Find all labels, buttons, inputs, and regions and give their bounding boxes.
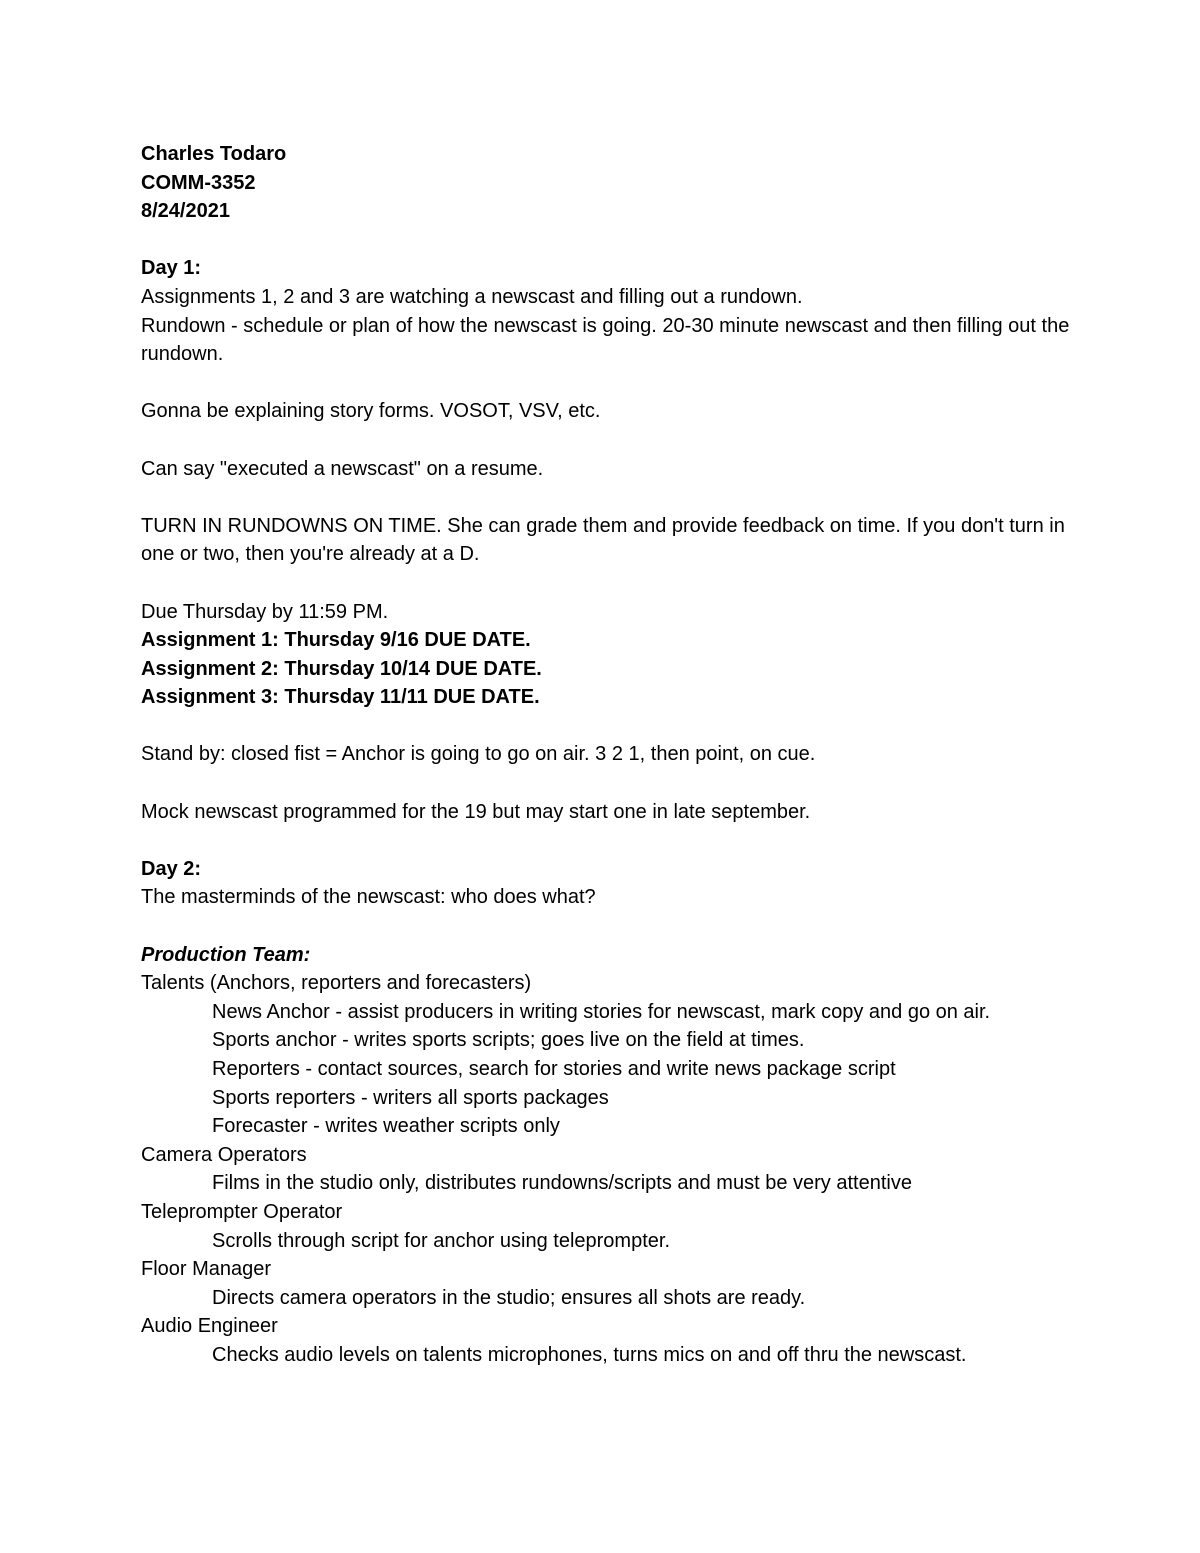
day1-heading: Day 1: xyxy=(141,257,202,280)
document-body xyxy=(141,140,1101,1370)
day1-paragraph: TURN IN RUNDOWNS ON TIME. She can grade them and provide feedback on time. If you don't turn in one or two, then you're already at a D. xyxy=(141,514,1071,566)
day1-paragraph: Can say "executed a newscast" on a resume. xyxy=(141,457,544,480)
course-code: COMM-3352 xyxy=(141,171,256,194)
day1-paragraph: Gonna be explaining story forms. VOSOT, VSV, etc. xyxy=(141,400,601,423)
day2-heading: Day 2: xyxy=(141,857,202,880)
spacer xyxy=(141,769,1101,798)
assignment-due-date: Assignment 2: Thursday 10/14 DUE DATE. xyxy=(141,657,542,680)
spacer xyxy=(141,426,1101,455)
role-item: Scrolls through script for anchor using teleprompter. xyxy=(212,1229,670,1252)
role-title: Camera Operators xyxy=(141,1143,307,1166)
day2-intro: The masterminds of the newscast: who does what? xyxy=(141,886,596,909)
spacer xyxy=(141,483,1101,512)
document-date: 8/24/2021 xyxy=(141,200,230,223)
role-title: Floor Manager xyxy=(141,1258,272,1281)
role-title: Talents (Anchors, reporters and forecasters) xyxy=(141,972,532,995)
role-item: Sports anchor - writes sports scripts; goes live on the field at times. xyxy=(212,1029,805,1052)
mock-newscast-note: Mock newscast programmed for the 19 but may start one in late september. xyxy=(141,800,811,823)
role-title: Teleprompter Operator xyxy=(141,1200,343,1223)
day1-paragraph: Rundown - schedule or plan of how the newscast is going. 20-30 minute newscast and then filling out the rundown. xyxy=(141,314,1075,366)
role-item: Checks audio levels on talents microphones, turns mics on and off thru the newscast. xyxy=(212,1343,967,1366)
role-item: Directs camera operators in the studio; ensures all shots are ready. xyxy=(212,1286,806,1309)
role-title: Audio Engineer xyxy=(141,1315,278,1338)
spacer xyxy=(141,369,1101,398)
role-item: Films in the studio only, distributes rundowns/scripts and must be very attentive xyxy=(212,1172,912,1195)
production-team-heading: Production Team: xyxy=(141,943,311,966)
spacer xyxy=(141,226,1101,255)
role-item: Forecaster - writes weather scripts only xyxy=(212,1115,560,1138)
spacer xyxy=(141,912,1101,941)
spacer xyxy=(141,826,1101,855)
role-item: Sports reporters - writers all sports packages xyxy=(212,1086,609,1109)
day1-paragraph: Assignments 1, 2 and 3 are watching a newscast and filling out a rundown. xyxy=(141,285,803,308)
spacer xyxy=(141,712,1101,741)
author-name: Charles Todaro xyxy=(141,143,287,165)
role-item: Reporters - contact sources, search for stories and write news package script xyxy=(212,1058,896,1080)
standby-note: Stand by: closed fist = Anchor is going to go on air. 3 2 1, then point, on cue. xyxy=(141,743,816,766)
spacer xyxy=(141,569,1101,598)
due-note: Due Thursday by 11:59 PM. xyxy=(141,600,389,623)
assignment-due-date: Assignment 3: Thursday 11/11 DUE DATE. xyxy=(141,686,540,709)
assignment-due-date: Assignment 1: Thursday 9/16 DUE DATE. xyxy=(141,629,531,652)
role-item: News Anchor - assist producers in writing stories for newscast, mark copy and go on air. xyxy=(212,1000,991,1023)
